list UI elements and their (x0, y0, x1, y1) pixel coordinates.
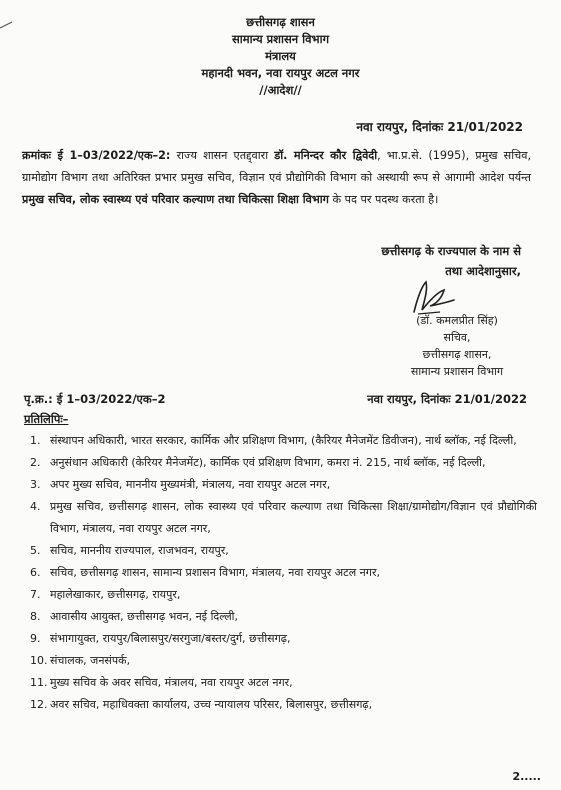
letterhead-order-title: //आदेश// (259, 83, 302, 97)
list-item: 11. मुख्य सचिव के अवर सचिव, मंत्रालय, नवा रायपुर अटल नगर, (30, 676, 293, 689)
list-item: 1. संस्थापन अधिकारी, भारत सरकार, कार्मिक और प्रशिक्षण विभाग, (कैरियर मैनेजमेंट डिवीजन), नार्थ ब्लॉक, नई दिल्ली, (30, 434, 517, 447)
list-item: 10. संचालक, जनसंपर्क, (30, 654, 131, 667)
letterhead (0, 14, 561, 99)
list-item: 9. संभागायुक्त, रायपुर/बिलासपुर/सरगुजा/बस्तर/दुर्ग, छत्तीसगढ़, (30, 632, 291, 645)
list-item: 6. सचिव, छत्तीसगढ़ शासन, सामान्य प्रशासन विभाग, मंत्रालय, नवा रायपुर अटल नगर, (30, 566, 380, 579)
order-reference: क्रमांकः ई 1–03/2022/एक–2: (22, 149, 171, 162)
officer-name: डॉ. मनिन्दर कौर द्विवेदी (274, 149, 378, 162)
letterhead-department: सामान्य प्रशासन विभाग (231, 32, 330, 46)
order-text-3: के पद पर पदस्थ करता है। (328, 193, 439, 206)
governor-order-line-2: तथा आदेशानुसार, (445, 264, 521, 278)
list-item: 12. अवर सचिव, महाधिवक्ता कार्यालय, उच्च न्यायालय परिसर, बिलासपुर, छत्तीसगढ़, (30, 698, 373, 711)
order-text-2: , भा.प्र.से. (1995), प्रमुख सचिव, ग्रामोद्योग विभाग तथा अतिरिक्त प्रभार प्रमुख सचिव, विज्ञान एवं प्रौद्योगिकी विभाग को अस्थायी रूप से आगामी आदेश पर्यन्त (22, 149, 532, 184)
letterhead-ministry: मंत्रालय (265, 49, 296, 63)
governor-order-line-1: छत्तीसगढ़ के राज्यपाल के नाम से (381, 244, 521, 258)
list-item: 2. अनुसंधान अधिकारी (केरियर मैनेजमेंट), कार्मिक एवं प्रशिक्षण विभाग, कमरा नं. 215, नार्थ ब्लॉक, नई दिल्ली, (30, 456, 486, 469)
letterhead-address: महानदी भवन, नवा रायपुर अटल नगर (201, 66, 360, 80)
list-item: 8. आवासीय आयुक्त, छत्तीसगढ़ भवन, नई दिल्ली, (30, 610, 239, 623)
copy-date: नवा रायपुर, दिनांकः 21/01/2022 (367, 392, 527, 406)
copy-list (30, 430, 537, 716)
order-text-1: राज्य शासन एतद्द्वारा (170, 149, 275, 162)
list-item: 5. सचिव, माननीय राज्यपाल, राजभवन, रायपुर, (30, 544, 229, 557)
signatory-block (372, 312, 542, 380)
signatory-office-1: छत्तीसगढ़ शासन, (422, 348, 492, 361)
list-item: 7. महालेखाकार, छत्तीसगढ़, रायपुर, (30, 588, 181, 601)
page-number: 2..... (512, 770, 541, 783)
list-item: 4. प्रमुख सचिव, छत्तीसगढ़ शासन, लोक स्वास्थ्य एवं परिवार कल्याण तथा चिकित्सा शिक्षा/ग्रामोद्योग/विज्ञान एवं प्रौद्योगिकी विभाग, मंत्रालय, नवा रायपुर अटल नगर, (30, 500, 537, 535)
copy-reference: पृ.क्र.: ई 1–03/2022/एक–2 (24, 392, 166, 406)
signatory-office-2: सामान्य प्रशासन विभाग (410, 365, 504, 378)
order-body (22, 145, 531, 211)
posting-title: प्रमुख सचिव, लोक स्वास्थ्य एवं परिवार कल्याण तथा चिकित्सा शिक्षा विभाग (22, 193, 329, 206)
list-item: 3. अपर मुख्य सचिव, माननीय मुख्यमंत्री, मंत्रालय, नवा रायपुर अटल नगर, (30, 478, 331, 491)
governor-order (381, 241, 521, 281)
letterhead-government: छत्तीसगढ़ शासन (246, 15, 315, 29)
signatory-designation: सचिव, (443, 331, 471, 344)
copy-heading: प्रतिलिपिः– (24, 412, 69, 426)
signatory-name: (डॉ. कमलप्रीत सिंह) (416, 314, 498, 327)
order-date: नवा रायपुर, दिनांकः 21/01/2022 (356, 120, 523, 134)
